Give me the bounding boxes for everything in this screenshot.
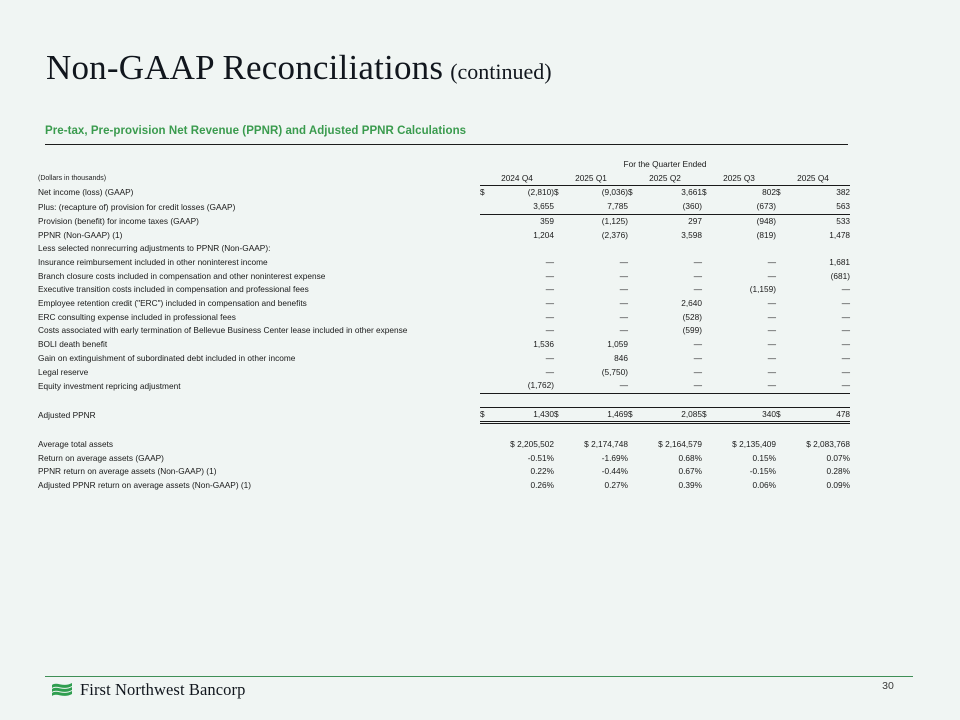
row-value-4: — [767, 256, 776, 267]
row-currency-2 [554, 283, 568, 297]
row-currency-2: $ [554, 407, 568, 423]
row-label: Costs associated with early termination of Bellevue Business Center lease included in other expense [38, 325, 408, 336]
table-row [38, 200, 850, 214]
row-label: PPNR return on average assets (Non-GAAP) (1) [38, 466, 217, 477]
page-title-suffix: (continued) [450, 59, 552, 84]
row-currency-5 [776, 229, 790, 243]
row-value-2: — [619, 270, 628, 281]
row-currency-1 [480, 242, 494, 256]
rule-cur-4 [702, 393, 716, 407]
row-value-4: — [767, 325, 776, 336]
row-currency-3 [628, 324, 642, 338]
company-name: First Northwest Bancorp [80, 680, 246, 699]
row-currency-3 [628, 229, 642, 243]
ppnr-reconciliation-table [38, 158, 850, 493]
table-row [38, 256, 850, 270]
row-value-2: (1,125) [568, 214, 628, 228]
row-value-4: 340 [716, 407, 776, 423]
row-value-1: (2,810) [527, 187, 554, 198]
row-value-2: (9,036) [601, 187, 628, 198]
page-title-main: Non-GAAP Reconciliations [46, 48, 444, 87]
row-currency-5 [776, 452, 790, 466]
page-title [46, 48, 552, 88]
row-currency-2 [554, 242, 568, 256]
table-row [38, 452, 850, 466]
row-value-3: — [693, 380, 702, 391]
row-currency-1 [480, 214, 494, 228]
row-value-5: 0.07% [826, 452, 851, 463]
section-divider [45, 144, 848, 145]
row-currency-5 [776, 379, 790, 393]
row-value-2: — [619, 325, 628, 336]
row-value-4: — [767, 311, 776, 322]
rule-cur-2 [554, 393, 568, 407]
table-row [38, 270, 850, 284]
row-currency-1 [480, 283, 494, 297]
row-currency-2 [554, 465, 568, 479]
row-value-2: 1,469 [568, 407, 628, 423]
row-value-2: — [619, 380, 628, 391]
row-currency-3 [628, 465, 642, 479]
row-currency-1 [480, 479, 494, 493]
row-label: Adjusted PPNR return on average assets (Non-GAAP) (1) [38, 480, 252, 491]
row-currency-2 [554, 379, 568, 393]
row-value-4: 802 [762, 187, 776, 198]
row-value-3: 297 [642, 214, 702, 228]
row-value-4: — [767, 380, 776, 391]
row-value-3: — [693, 284, 702, 295]
row-currency-3 [628, 379, 642, 393]
row-currency-1 [480, 311, 494, 325]
row-currency-5 [776, 338, 790, 352]
row-value-4: $ 2,135,409 [732, 439, 776, 450]
table-row [38, 214, 850, 228]
table-row [38, 465, 850, 479]
table-row [38, 338, 850, 352]
row-value-3: 2,640 [681, 298, 702, 309]
row-currency-3 [628, 452, 642, 466]
row-currency-5 [776, 256, 790, 270]
row-label: PPNR (Non-GAAP) (1) [38, 229, 123, 240]
row-value-3: 3,598 [681, 229, 702, 240]
row-currency-1 [480, 379, 494, 393]
row-value-3: 0.39% [678, 480, 702, 491]
row-value-1: (1,762) [527, 380, 554, 391]
row-value-1: 0.26% [530, 480, 554, 491]
table-row [38, 229, 850, 243]
row-currency-4 [702, 229, 716, 243]
row-value-3: 3,661 [681, 187, 702, 198]
row-value-5 [790, 242, 850, 256]
row-currency-1 [480, 452, 494, 466]
row-currency-1: $ [480, 407, 494, 423]
rule-cur-3 [628, 393, 642, 407]
row-value-5: — [841, 325, 851, 336]
row-value-3: (528) [682, 311, 702, 322]
row-currency-5 [776, 479, 790, 493]
row-currency-5 [776, 242, 790, 256]
row-label: Gain on extinguishment of subordinated debt included in other income [38, 352, 296, 363]
column-header-5: 2025 Q4 [776, 172, 850, 186]
row-value-1: — [545, 298, 554, 309]
row-value-2: 1,059 [607, 339, 628, 350]
column-header-3: 2025 Q2 [628, 172, 702, 186]
row-currency-4 [702, 452, 716, 466]
table-row [38, 352, 850, 366]
row-value-1: — [545, 352, 554, 363]
row-value-2: $ 2,174,748 [584, 439, 628, 450]
footer-divider [45, 676, 913, 677]
row-currency-3 [628, 311, 642, 325]
row-currency-3 [628, 200, 642, 214]
row-label: Legal reserve [38, 366, 89, 377]
table-row [38, 283, 850, 297]
row-value-5: 533 [790, 214, 850, 228]
row-label: Average total assets [38, 439, 114, 450]
row-currency-2 [554, 324, 568, 338]
row-value-2: — [619, 284, 628, 295]
table-row [38, 379, 850, 393]
column-header-2: 2025 Q1 [554, 172, 628, 186]
row-label: Employee retention credit ("ERC") included in compensation and benefits [38, 298, 307, 309]
row-value-4: — [767, 270, 776, 281]
row-currency-3 [628, 283, 642, 297]
table-row [38, 438, 850, 452]
table-row [38, 366, 850, 380]
row-currency-3 [628, 214, 642, 228]
row-value-1: 1,430 [494, 407, 554, 423]
rule-cur-1 [480, 393, 494, 407]
table-row [38, 297, 850, 311]
row-value-3: (599) [682, 325, 702, 336]
row-currency-4 [702, 479, 716, 493]
row-value-4: (948) [716, 214, 776, 228]
row-currency-4 [702, 270, 716, 284]
wave-flag-icon [50, 680, 74, 700]
row-label: Provision (benefit) for income taxes (GAAP) [38, 215, 199, 226]
row-value-5: 478 [790, 407, 850, 423]
table-spacer-row [38, 423, 850, 438]
row-value-4: 0.15% [752, 452, 776, 463]
table-subtotal-rule-row [38, 393, 850, 407]
row-value-1: — [545, 256, 554, 267]
row-value-1: -0.51% [527, 452, 554, 463]
table-row [38, 324, 850, 338]
row-currency-2 [554, 366, 568, 380]
rule-cur-5 [776, 393, 790, 407]
row-currency-1 [480, 200, 494, 214]
row-value-2: — [619, 311, 628, 322]
row-value-1: 1,536 [533, 339, 554, 350]
row-value-4: -0.15% [749, 466, 776, 477]
row-currency-1 [480, 338, 494, 352]
row-value-3: 0.67% [678, 466, 702, 477]
row-currency-4 [702, 438, 716, 452]
row-label: Executive transition costs included in compensation and professional fees [38, 284, 309, 295]
rule-num-3 [642, 393, 702, 407]
table-column-header-row [38, 172, 850, 186]
row-value-2: 7,785 [607, 201, 628, 212]
table-row [38, 479, 850, 493]
row-currency-1 [480, 438, 494, 452]
row-currency-5 [776, 438, 790, 452]
row-value-4: (1,159) [749, 284, 776, 295]
row-value-4: — [767, 339, 776, 350]
table-row [38, 186, 850, 200]
row-currency-2 [554, 438, 568, 452]
row-value-4: (819) [756, 229, 776, 240]
row-currency-4 [702, 242, 716, 256]
row-currency-5: $ [776, 187, 781, 198]
row-value-5: 0.28% [826, 466, 851, 477]
row-value-5: — [841, 284, 851, 295]
row-currency-3: $ [628, 407, 642, 423]
table-group-header-row [38, 158, 850, 172]
row-currency-3: $ [628, 187, 633, 198]
row-currency-5 [776, 324, 790, 338]
column-header-1: 2024 Q4 [480, 172, 554, 186]
row-value-3: (360) [682, 201, 702, 212]
row-value-3 [642, 242, 702, 256]
row-value-1: 3,655 [533, 201, 554, 212]
rule-num-1 [494, 393, 554, 407]
row-currency-1 [480, 256, 494, 270]
row-value-4 [716, 242, 776, 256]
row-value-5: — [841, 380, 851, 391]
row-label: ERC consulting expense included in professional fees [38, 311, 236, 322]
row-label: Equity investment repricing adjustment [38, 380, 181, 391]
row-value-4: 0.06% [752, 480, 776, 491]
row-value-3: — [693, 256, 702, 267]
row-currency-5 [776, 270, 790, 284]
row-currency-2 [554, 452, 568, 466]
row-currency-5 [776, 214, 790, 228]
row-value-2: (5,750) [601, 366, 628, 377]
row-currency-2 [554, 200, 568, 214]
row-value-2: -1.69% [601, 452, 628, 463]
rule-num-4 [716, 393, 776, 407]
row-value-5: — [841, 339, 851, 350]
row-value-4: (673) [756, 201, 776, 212]
row-currency-4 [702, 379, 716, 393]
section-heading: Pre-tax, Pre-provision Net Revenue (PPNR) and Adjusted PPNR Calculations [45, 125, 467, 137]
row-value-5: — [841, 311, 851, 322]
table-row [38, 311, 850, 325]
row-value-2: 0.27% [604, 480, 628, 491]
row-currency-4 [702, 338, 716, 352]
row-currency-3 [628, 479, 642, 493]
row-value-1: — [545, 270, 554, 281]
row-value-1: 1,204 [533, 229, 554, 240]
row-value-1: — [545, 325, 554, 336]
row-currency-3 [628, 242, 642, 256]
row-currency-3 [628, 256, 642, 270]
row-currency-4: $ [702, 187, 707, 198]
table-row [38, 407, 850, 423]
row-currency-2 [554, 352, 568, 366]
row-value-1: — [545, 366, 554, 377]
row-currency-5 [776, 352, 790, 366]
row-value-2: -0.44% [601, 466, 628, 477]
row-value-2: (2,376) [601, 229, 628, 240]
spacer-cell [38, 423, 850, 438]
row-currency-4 [702, 366, 716, 380]
row-currency-1 [480, 297, 494, 311]
row-currency-4: $ [702, 407, 716, 423]
row-value-2 [568, 242, 628, 256]
row-currency-4 [702, 256, 716, 270]
spacer-cell [38, 393, 480, 407]
row-currency-3 [628, 438, 642, 452]
row-value-1: — [545, 284, 554, 295]
ppnr-table-container [38, 158, 850, 493]
row-label: Return on average assets (GAAP) [38, 452, 164, 463]
row-currency-1 [480, 229, 494, 243]
row-currency-1 [480, 324, 494, 338]
row-label: Less selected nonrecurring adjustments to PPNR (Non-GAAP): [38, 243, 271, 254]
row-value-3: 2,085 [642, 407, 702, 423]
row-currency-4 [702, 200, 716, 214]
row-currency-5 [776, 297, 790, 311]
row-currency-2 [554, 256, 568, 270]
page-number: 30 [882, 680, 894, 692]
row-currency-2 [554, 479, 568, 493]
row-currency-5 [776, 200, 790, 214]
row-value-5: 382 [836, 187, 851, 198]
row-value-2: — [619, 256, 628, 267]
row-value-1: — [545, 311, 554, 322]
units-note: (Dollars in thousands) [38, 175, 107, 183]
row-value-1: 0.22% [530, 466, 554, 477]
row-label: Branch closure costs included in compensation and other noninterest expense [38, 270, 326, 281]
column-header-4: 2025 Q3 [702, 172, 776, 186]
row-label: Net income (loss) (GAAP) [38, 187, 134, 198]
row-currency-4 [702, 297, 716, 311]
row-currency-3 [628, 297, 642, 311]
row-value-4: — [767, 352, 776, 363]
row-value-5: 1,478 [829, 229, 851, 240]
row-currency-5 [776, 465, 790, 479]
rule-num-2 [568, 393, 628, 407]
table-row [38, 242, 850, 256]
row-currency-2 [554, 338, 568, 352]
row-value-5: 0.09% [826, 480, 851, 491]
row-value-1 [494, 242, 554, 256]
row-currency-3 [628, 270, 642, 284]
row-label: Insurance reimbursement included in other noninterest income [38, 256, 268, 267]
row-currency-3 [628, 338, 642, 352]
rule-num-5 [790, 393, 850, 407]
row-value-5: $ 2,083,768 [806, 439, 851, 450]
row-label: Plus: (recapture of) provision for credit losses (GAAP) [38, 201, 236, 212]
row-value-1: $ 2,205,502 [510, 439, 554, 450]
row-currency-4 [702, 324, 716, 338]
company-logo [50, 680, 245, 700]
row-value-3: — [693, 270, 702, 281]
row-currency-4 [702, 283, 716, 297]
group-header-label: For the Quarter Ended [623, 159, 707, 169]
row-value-5: — [841, 298, 851, 309]
row-currency-2 [554, 311, 568, 325]
row-currency-5: $ [776, 407, 790, 423]
row-currency-2 [554, 229, 568, 243]
row-currency-4 [702, 352, 716, 366]
row-currency-4 [702, 465, 716, 479]
row-currency-5 [776, 311, 790, 325]
row-currency-2: $ [554, 187, 559, 198]
row-value-3: — [693, 366, 702, 377]
row-value-5: — [841, 352, 851, 363]
row-currency-1 [480, 465, 494, 479]
row-value-5: — [841, 366, 851, 377]
row-value-3: $ 2,164,579 [658, 439, 702, 450]
row-value-2: 846 [614, 352, 628, 363]
row-value-2: — [619, 298, 628, 309]
row-currency-1: $ [480, 187, 485, 198]
row-value-4: — [767, 298, 776, 309]
row-currency-1 [480, 366, 494, 380]
row-value-4: — [767, 366, 776, 377]
row-currency-2 [554, 297, 568, 311]
row-value-3: — [693, 352, 702, 363]
row-value-3: — [693, 339, 702, 350]
row-value-3: 0.68% [678, 452, 702, 463]
row-currency-4 [702, 214, 716, 228]
row-currency-3 [628, 352, 642, 366]
row-currency-1 [480, 270, 494, 284]
row-value-1: 359 [494, 214, 554, 228]
row-currency-5 [776, 283, 790, 297]
row-currency-2 [554, 214, 568, 228]
row-currency-4 [702, 311, 716, 325]
row-currency-2 [554, 270, 568, 284]
row-label: BOLI death benefit [38, 339, 108, 350]
row-value-5: 563 [836, 201, 851, 212]
row-currency-3 [628, 366, 642, 380]
row-value-5: (681) [830, 270, 851, 281]
spacer-cell [38, 158, 480, 172]
row-currency-1 [480, 352, 494, 366]
row-currency-5 [776, 366, 790, 380]
row-label: Adjusted PPNR [38, 410, 96, 421]
row-value-5: 1,681 [829, 256, 851, 267]
